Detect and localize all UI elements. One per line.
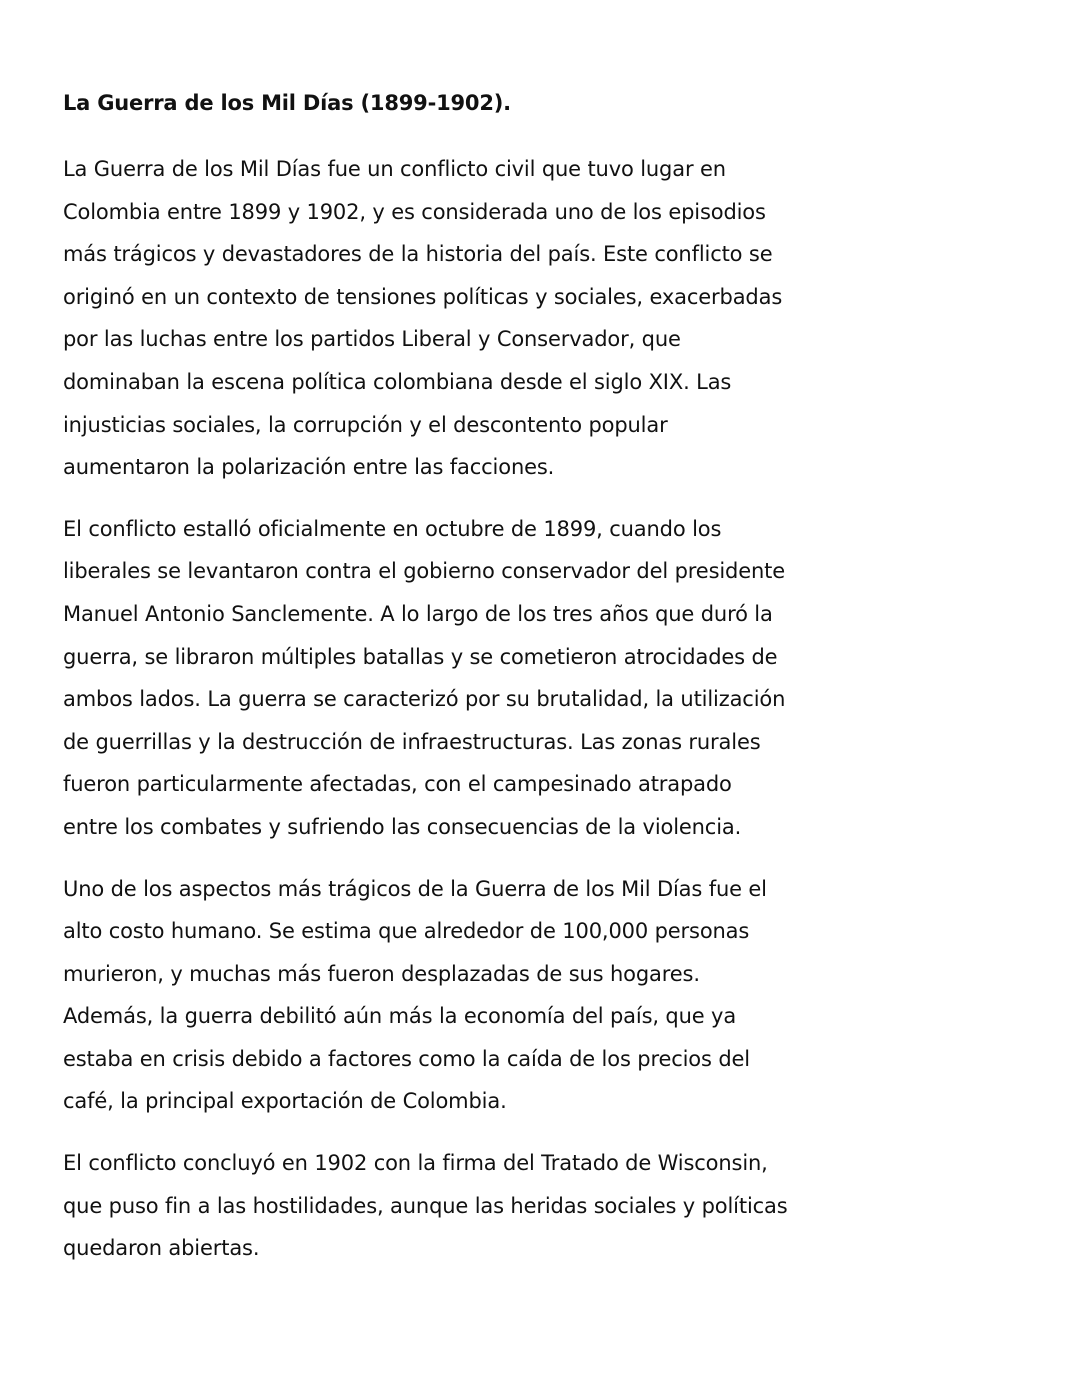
paragraph-line: quedaron abiertas. bbox=[63, 1236, 260, 1261]
paragraph-line: Manuel Antonio Sanclemente. A lo largo de los tres años que duró la bbox=[63, 601, 773, 626]
paragraph-line: más trágicos y devastadores de la historia del país. Este conflicto se bbox=[63, 242, 773, 267]
paragraph-1 bbox=[63, 148, 963, 489]
paragraph-line: fueron particularmente afectadas, con el campesinado atrapado bbox=[63, 772, 732, 797]
paragraph-2 bbox=[63, 508, 963, 849]
paragraph-line: aumentaron la polarización entre las facciones. bbox=[63, 455, 555, 480]
paragraph-line: Uno de los aspectos más trágicos de la Guerra de los Mil Días fue el bbox=[63, 876, 767, 901]
paragraph-line: El conflicto estalló oficialmente en octubre de 1899, cuando los bbox=[63, 516, 722, 541]
paragraph-line: ambos lados. La guerra se caracterizó por su brutalidad, la utilización bbox=[63, 687, 786, 712]
paragraph-line: originó en un contexto de tensiones políticas y sociales, exacerbadas bbox=[63, 284, 783, 309]
paragraph-line: café, la principal exportación de Colombia. bbox=[63, 1089, 507, 1114]
paragraph-line: liberales se levantaron contra el gobierno conservador del presidente bbox=[63, 559, 786, 584]
paragraph-4 bbox=[63, 1142, 963, 1270]
paragraph-line: La Guerra de los Mil Días fue un conflicto civil que tuvo lugar en bbox=[63, 157, 726, 181]
paragraph-line: guerra, se libraron múltiples batallas y se cometieron atrocidades de bbox=[63, 644, 778, 669]
paragraph-3 bbox=[63, 868, 963, 1124]
paragraph-line: de guerrillas y la destrucción de infraestructuras. Las zonas rurales bbox=[63, 729, 761, 754]
paragraph-line: El conflicto concluyó en 1902 con la firma del Tratado de Wisconsin, bbox=[63, 1151, 768, 1176]
paragraph-line: entre los combates y sufriendo las consecuencias de la violencia. bbox=[63, 814, 742, 839]
paragraph-line: alto costo humano. Se estima que alrededor de 100,000 personas bbox=[63, 919, 750, 944]
paragraph-line: Además, la guerra debilitó aún más la economía del país, que ya bbox=[63, 1004, 737, 1029]
paragraph-line: estaba en crisis debido a factores como la caída de los precios del bbox=[63, 1046, 750, 1071]
paragraph-line: por las luchas entre los partidos Liberal y Conservador, que bbox=[63, 327, 681, 352]
document-body bbox=[63, 82, 963, 1289]
paragraph-line: injusticias sociales, la corrupción y el descontento popular bbox=[63, 412, 668, 437]
paragraph-line: Colombia entre 1899 y 1902, y es considerada uno de los episodios bbox=[63, 199, 766, 224]
document-title: La Guerra de los Mil Días (1899-1902). bbox=[63, 91, 511, 115]
paragraph-line: dominaban la escena política colombiana desde el siglo XIX. Las bbox=[63, 369, 732, 394]
paragraph-line: que puso fin a las hostilidades, aunque las heridas sociales y políticas bbox=[63, 1193, 788, 1218]
paragraph-line: murieron, y muchas más fueron desplazadas de sus hogares. bbox=[63, 961, 700, 986]
